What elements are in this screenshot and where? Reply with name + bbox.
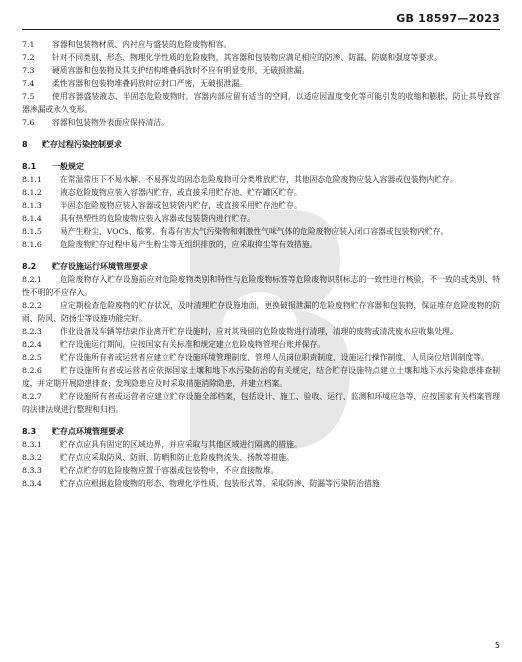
standard-code: GB 18597—2023 bbox=[396, 12, 500, 25]
clause-8-2-5: 8.2.5 贮存设施所有者或运营者应建立贮存设施环境管理制度、管理人员岗位职责制度、设施运行操作制度、人员岗位培训制度等。 bbox=[22, 353, 489, 362]
clause-8-2-3: 8.2.3 作业设备及车辆等结束作业离开贮存设施时，应对其残留的危险废物进行清理，清理的废物或清洗废水应收集处理。 bbox=[22, 327, 458, 336]
clause-8-2-2: 8.2.2 应定期检查危险废物的贮存状况，及时清理贮存设施地面，更换破损泄漏的危险废物贮存容器和包装物，保证堆存危险废物的防雨、防风、防扬尘等设施功能完好。 bbox=[22, 301, 500, 323]
clause-7-5: 7.5 使用容器盛装液态、半固态危险废物时，容器内部应留有适当的空间，以适应因温度变化等可能引发的收缩和膨胀，防止其导致容器渗漏或永久变形。 bbox=[22, 92, 500, 114]
clause-7-3: 7.3 硬质容器和包装物及其支护结构堆叠码放时不应有明显变形，无破损泄漏。 bbox=[22, 66, 310, 75]
clause-8-3-3: 8.3.3 贮存点贮存的危险废物应置于容器或包装物中，不应直接散堆。 bbox=[22, 466, 279, 475]
clause-8-3-1: 8.3.1 贮存点应具有固定的区域边界，并应采取与其他区域进行隔离的措施。 bbox=[22, 440, 302, 449]
clause-7-4: 7.4 柔性容器和包装物堆叠码放时应封口严密，无破损泄漏。 bbox=[22, 79, 247, 88]
section-8-1-heading: 8.1 一般规定 bbox=[22, 162, 84, 171]
clause-8-1-4: 8.1.4 具有热塑性的危险废物应装入容器或包装袋内进行贮存。 bbox=[22, 214, 255, 223]
clause-8-1-2: 8.1.2 液态危险废物应装入容器内贮存，或直接采用贮存池、贮存罐区贮存。 bbox=[22, 188, 302, 197]
clause-8-3-4: 8.3.4 贮存点应根据危险废物的形态、物理化学性质、包装形式等，采取防渗、防漏等污染防治措施 bbox=[22, 479, 380, 488]
clause-7-1: 7.1 容器和包装物材质、内衬应与盛装的危险废物相容。 bbox=[22, 40, 232, 49]
clause-8-2-4: 8.2.4 贮存设施运行期间，应按国家有关标准和规定建立危险废物管理台账并保存。 bbox=[22, 340, 326, 349]
clause-7-2: 7.2 针对不同类别、形态、物理化学性质的危险废物，其容器和包装物应满足相应的防渗、防漏、防腐和强度等要求。 bbox=[22, 53, 442, 62]
clause-8-3-2: 8.3.2 贮存点应采取防风、防雨、防晒和防止危险废物流失、扬散等措施。 bbox=[22, 453, 294, 462]
header-rule bbox=[22, 29, 500, 30]
clause-8-1-6: 8.1.6 危险废物贮存过程中易产生粉尘等无组织排放的，应采取抑尘等有效措施。 bbox=[22, 240, 318, 249]
clause-8-1-5: 8.1.5 易产生粉尘、VOCs、酸雾、有毒有害大气污染物和刺激性气味气体的危险废物应装入闭口容器或包装物内贮存。 bbox=[22, 227, 449, 236]
clause-8-1-3: 8.1.3 半固态危险废物应装入容器或包装袋内贮存，或直接采用贮存池贮存。 bbox=[22, 201, 302, 210]
section-8-2-heading: 8.2 贮存设施运行环境管理要求 bbox=[22, 262, 148, 271]
section-8-3-heading: 8.3 贮存点环境管理要求 bbox=[22, 427, 124, 436]
clause-7-6: 7.6 容器和包装物外表面应保持清洁。 bbox=[22, 118, 169, 127]
page-number: 5 bbox=[494, 641, 500, 650]
document-body bbox=[22, 38, 500, 490]
section-8-heading: 8 贮存过程污染控制要求 bbox=[22, 140, 122, 149]
clause-8-2-1: 8.2.1 危险废物存入贮存设施前应对危险废物类别和特性与危险废物标签等危险废物识别标志的一致性进行核验，不一致的或类别、特性不明的不应存入。 bbox=[22, 275, 500, 297]
clause-8-1-1: 8.1.1 在常温常压下不易水解、不易挥发的固态危险废物可分类堆放贮存，其他固态危险废物应装入容器或包装物内贮存。 bbox=[22, 175, 458, 184]
clause-8-2-7: 8.2.7 贮存设施所有者或运营者应建立贮存设施全部档案，包括设计、施工、验收、运行、监测和环境应急等，应按国家有关档案管理的法律法规进行整理和归档。 bbox=[22, 392, 500, 414]
clause-8-2-6: 8.2.6 贮存设施所有者或运营者应依据国家土壤和地下水污染防治的有关规定，结合贮存设施特点建立土壤和地下水污染隐患排查制度，并定期开展隐患排查；发现隐患应及时采取措施消除隐患，并建立档案。 bbox=[22, 366, 500, 388]
